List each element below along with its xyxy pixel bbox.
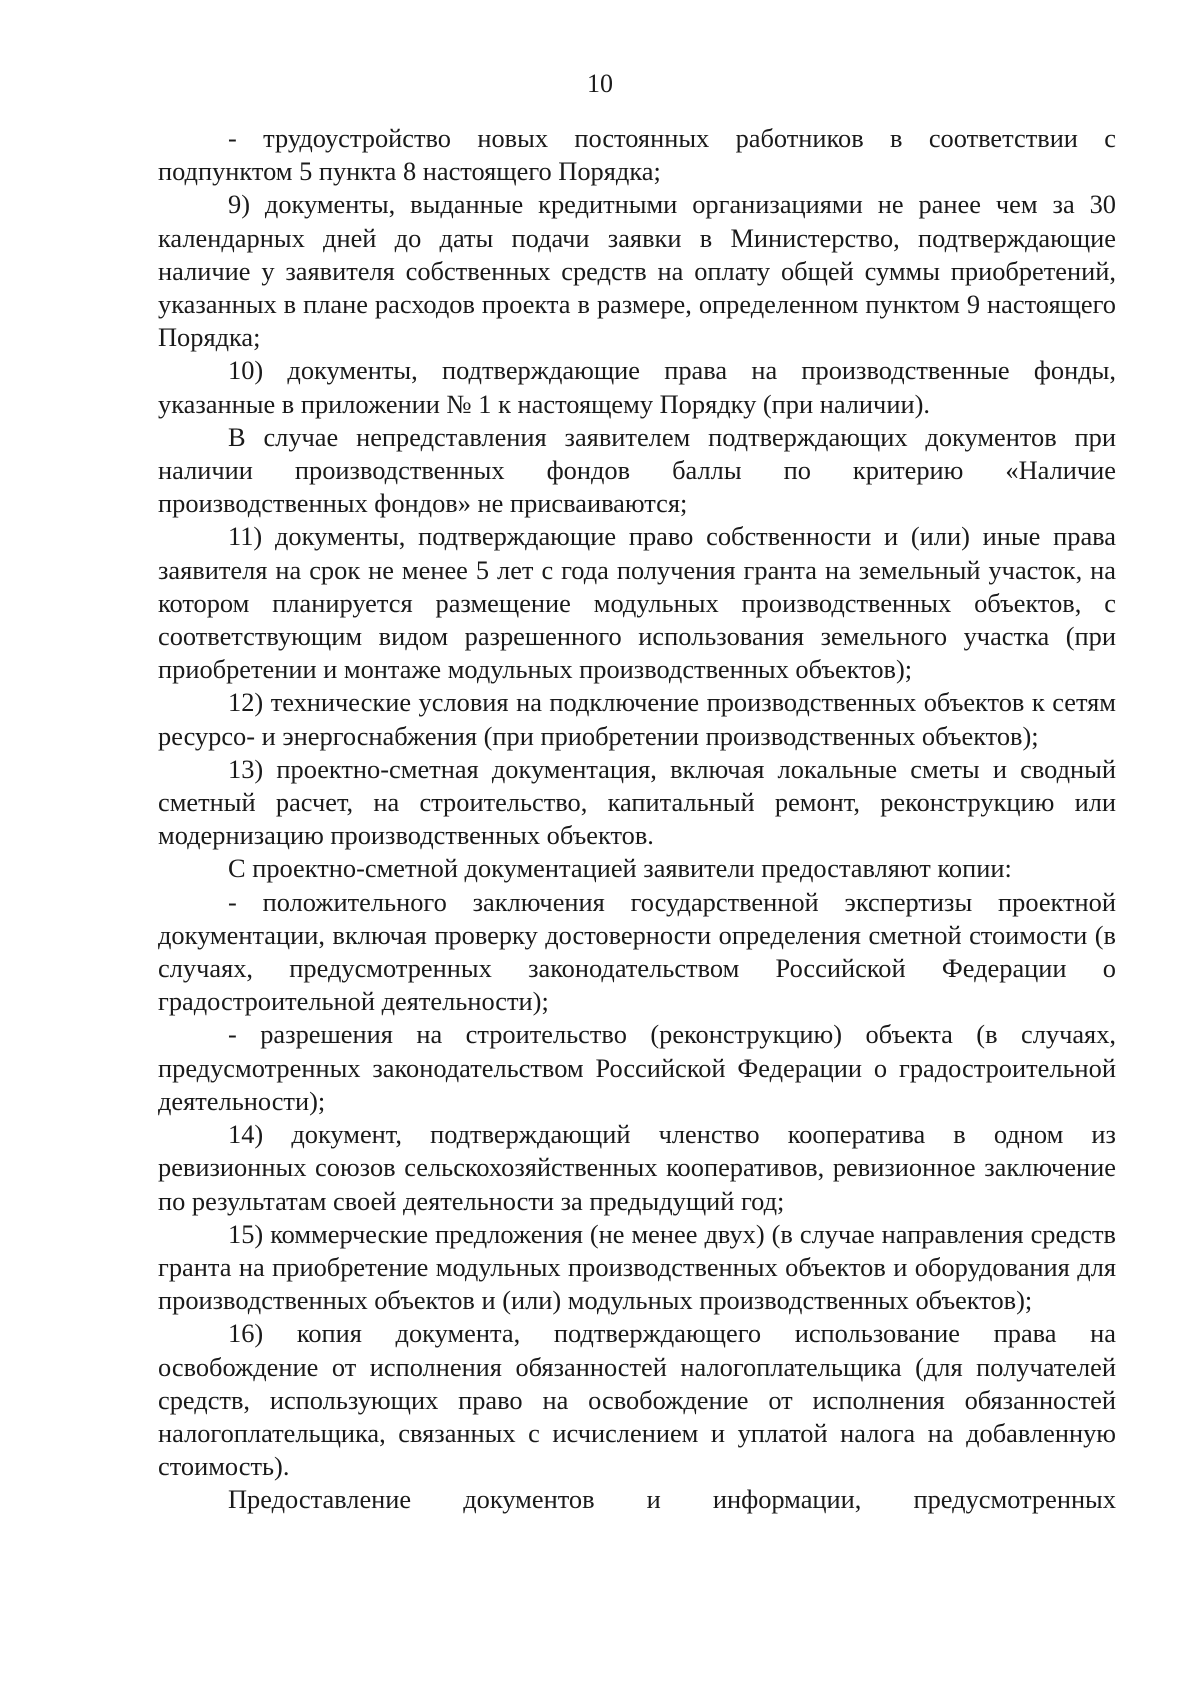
paragraph-item-13: 13) проектно-сметная документация, включая локальные сметы и сводный сметный расчет, на строительство, капитальный ремонт, реконструкцию или модернизацию производственных объектов. <box>158 753 1116 851</box>
document-body <box>158 122 1116 1517</box>
page-number: 10 <box>587 69 613 98</box>
paragraph-continuation: Предоставление документов и информации, предусмотренных <box>228 1484 1116 1515</box>
paragraph-no-documents-note: В случае непредставления заявителем подтверждающих документов при наличии производственных фондов баллы по критерию «Наличие производственных фондов» не присваиваются; <box>158 421 1116 519</box>
paragraph-expertise-conclusion: - положительного заключения государственной экспертизы проектной документации, включая проверку достоверности определения сметной стоимости (в случаях, предусмотренных законодательством Российской Федерации о градостроительной деятельности); <box>158 886 1116 1017</box>
paragraph-copies-intro: С проектно-сметной документацией заявители предоставляют копии: <box>228 853 1012 884</box>
paragraph-employment-item: - трудоустройство новых постоянных работников в соответствии с подпунктом 5 пункта 8 настоящего Порядка; <box>158 123 1116 187</box>
paragraph-item-16: 16) копия документа, подтверждающего использование права на освобождение от исполнения обязанностей налогоплательщика (для получателей средств, использующих право на освобождение от исполнения обязанностей налогоплательщика, связанных с исчислением и уплатой налога на добавленную стоимость). <box>158 1318 1116 1482</box>
paragraph-item-9: 9) документы, выданные кредитными организациями не ранее чем за 30 календарных дней до даты подачи заявки в Министерство, подтверждающие наличие у заявителя собственных средств на оплату общей суммы приобретений, указанных в плане расходов проекта в размере, определенном пунктом 9 настоящего Порядка; <box>158 189 1116 353</box>
paragraph-item-10: 10) документы, подтверждающие права на производственные фонды, указанные в приложении № 1 к настоящему Порядку (при наличии). <box>158 355 1116 419</box>
paragraph-construction-permit: - разрешения на строительство (реконструкцию) объекта (в случаях, предусмотренных законодательством Российской Федерации о градостроительной деятельности); <box>158 1019 1116 1116</box>
paragraph-item-11: 11) документы, подтверждающие право собственности и (или) иные права заявителя на срок не менее 5 лет с года получения гранта на земельный участок, на котором планируется размещение модульных производственных объектов, с соответствующим видом разрешенного использования земельного участка (при приобретении и монтаже модульных производственных объектов); <box>158 521 1116 685</box>
paragraph-item-14: 14) документ, подтверждающий членство кооператива в одном из ревизионных союзов сельскохозяйственных кооперативов, ревизионное заключение по результатам своей деятельности за предыдущий год; <box>158 1119 1116 1216</box>
paragraph-item-12: 12) технические условия на подключение производственных объектов к сетям ресурсо- и энергоснабжения (при приобретении производственных объектов); <box>158 687 1116 751</box>
paragraph-item-15: 15) коммерческие предложения (не менее двух) (в случае направления средств гранта на приобретение модульных производственных объектов и оборудования для производственных объектов и (или) модульных производственных объектов); <box>158 1218 1116 1316</box>
